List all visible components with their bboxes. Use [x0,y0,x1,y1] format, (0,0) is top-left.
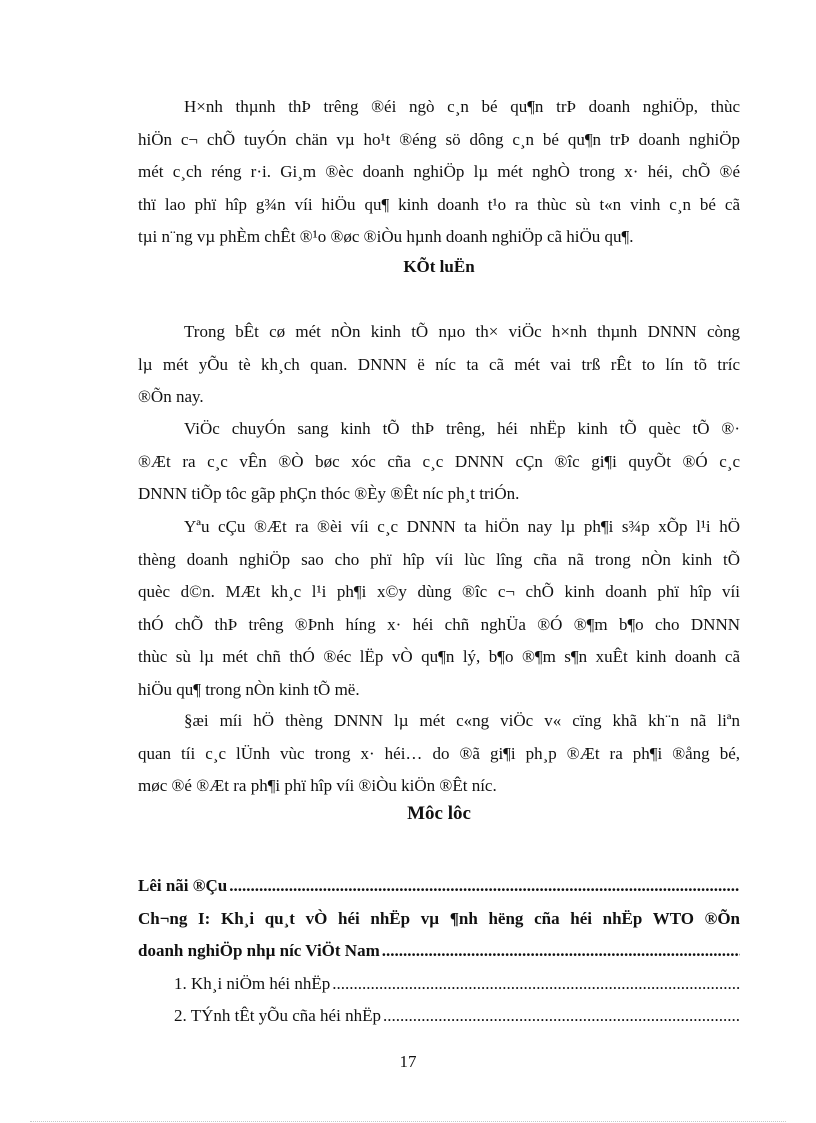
toc-entry[interactable] [138,1000,740,1033]
toc-entry[interactable] [138,968,740,1001]
toc-entry-title: 1. Kh¸i niÖm héi nhËp [174,973,331,993]
text-line: thèng doanh nghiÖp sao cho phï hîp víi lùc lîng cña nã trong nÒn kinh tÕ [138,549,740,569]
text-line: Trong bÊt cø mét nÒn kinh tÕ nµo th× viÖc h×nh thµnh DNNN còng [184,322,740,341]
text-line: ViÖc chuyÓn sang kinh tÕ thÞ trêng, héi nhËp kinh tÕ quèc tÕ ®· [184,419,740,438]
toc-entry[interactable] [138,903,740,936]
toc-entry[interactable] [138,870,740,903]
text-line: tµi n¨ng vµ phÈm chÊt ®¹o ®øc ®iÒu hµnh doanh nghiÖp cã hiÖu qu¶. [138,227,634,246]
text-line: quan tíi c¸c lÜnh vùc trong x· héi… do ®ã gi¶i ph¸p ®Æt ra ph¶i ®ång bé, [138,743,740,763]
text-line: hiÖn c¬ chÕ tuyÓn chän vµ ho¹t ®éng sö dông c¸n bé qu¶n trÞ doanh nghiÖp [138,129,740,149]
text-line: quèc d©n. MÆt kh¸c l¹i ph¶i x©y dùng ®îc c¬ chÕ kinh doanh phï hîp víi [138,582,740,601]
text-line: §æi míi hÖ thèng DNNN lµ mét c«ng viÖc v« cïng khã kh¨n nã liªn [184,711,740,730]
paragraph-market-transition [138,413,740,511]
toc-entry-title: Ch¬ng I: Kh¸i qu¸t vÒ héi nhËp vµ ¶nh hëng cña héi nhËp WTO ®Õn [138,908,740,928]
text-line: thÓ chÕ thÞ trêng ®Þnh híng x· héi chñ nghÜa ®Ó ®¶m b¶o cho DNNN [138,614,740,634]
table-of-contents [138,870,740,1033]
page-bottom-rule [30,1121,786,1122]
toc-entry-continued[interactable] [138,935,740,968]
toc-leader-dots [383,1000,740,1033]
page-number: 17 [399,1052,417,1071]
text-line: ®Æt ra c¸c vÊn ®Ò bøc xóc cña c¸c DNNN cÇn ®îc gi¶i quyÕt ®Ó c¸c [138,451,740,471]
toc-entry-title: 2. TÝnh tÊt yÕu cña héi nhËp [174,1006,381,1025]
paragraph-reform [138,705,740,803]
text-line: ®Õn nay. [138,387,204,406]
toc-leader-dots [332,968,740,1001]
paragraph-conclusion-intro [138,316,740,414]
text-line: thùc sù lµ mét chñ thÓ ®éc lËp vÒ qu¶n lý, b¶o ®¶m s¶n xuÊt kinh doanh cã [138,647,740,666]
text-line: H×nh thµnh thÞ trêng ®éi ngò c¸n bé qu¶n trÞ doanh nghiÖp, thùc [184,97,740,116]
text-line: DNNN tiÕp tôc gãp phÇn thóc ®Èy ®Êt níc ph¸t triÓn. [138,484,520,503]
text-line: thï lao phï hîp g¾n víi hiÖu qu¶ kinh doanh t¹o ra thùc sù t«n vinh c¸n bé cã [138,194,740,214]
toc-entry-title: doanh nghiÖp nhµ níc ViÖt Nam [138,941,380,960]
toc-entry-title: Lêi nãi ®Çu [138,876,228,895]
paragraph-restructuring [138,511,740,706]
text-line: hiÖu qu¶ trong nÒn kinh tÕ më. [138,679,360,699]
toc-leader-dots [382,935,740,968]
text-line: Yªu cÇu ®Æt ra ®èi víi c¸c DNNN ta hiÖn nay lµ ph¶i s¾p xÕp l¹i hÖ [184,517,740,536]
toc-leader-dots [229,870,740,903]
paragraph-management-market [138,91,740,254]
text-line: lµ mét yÕu tè kh¸ch quan. DNNN ë níc ta cã mét vai trß rÊt to lín tõ tríc [138,354,740,374]
text-line: mét c¸ch réng r·i. Gi¸m ®èc doanh nghiÖp lµ mét nghÒ trong x· héi, chÕ ®é [138,162,740,181]
text-line: møc ®é ®Æt ra ph¶i phï hîp víi ®iÒu kiÖn ®Êt níc. [138,776,497,795]
table-of-contents-heading: Môc lôc [407,803,471,824]
conclusion-heading: KÕt luËn [403,257,475,276]
